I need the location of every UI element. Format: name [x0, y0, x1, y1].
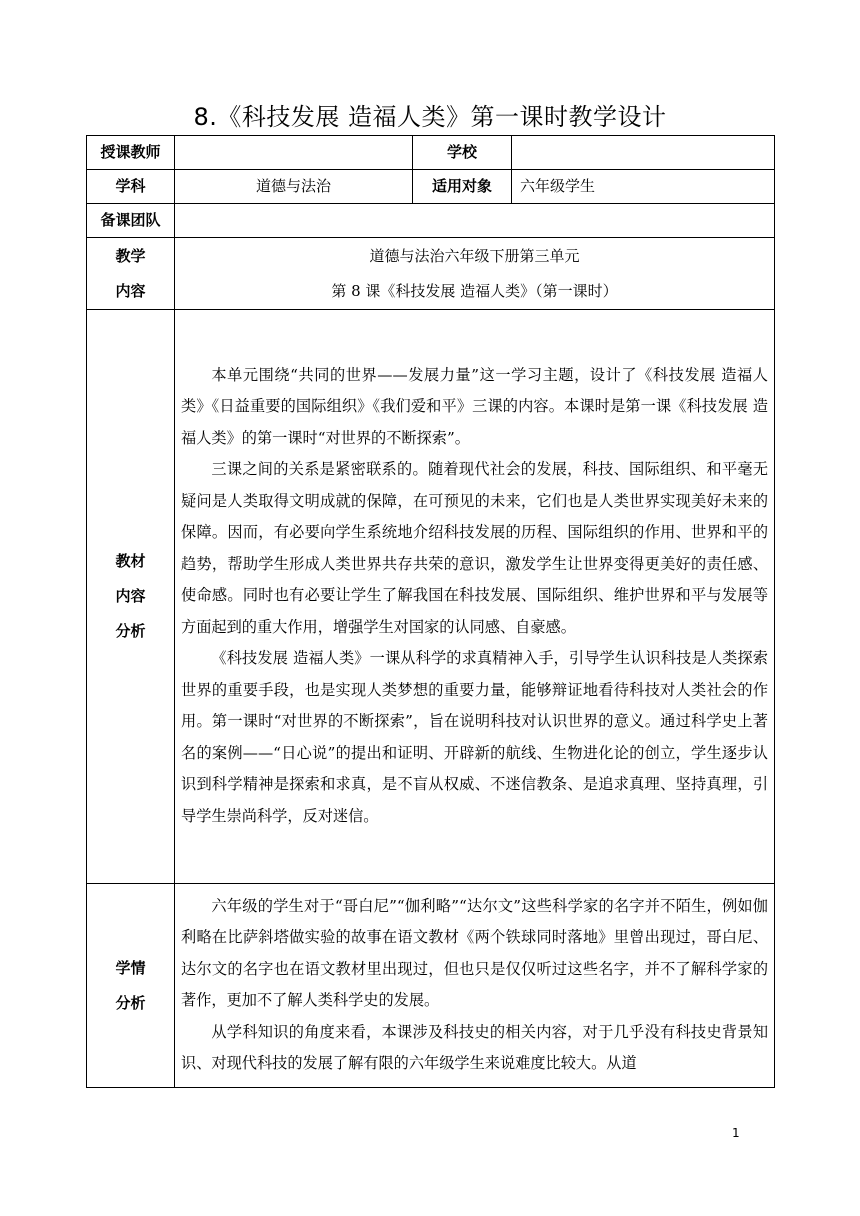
teaching-content-label-line1: 教学 [115, 246, 146, 265]
document-title: 8.《科技发展 造福人类》第一课时教学设计 [193, 103, 667, 131]
teaching-content-label [87, 238, 175, 310]
school-value [512, 136, 775, 170]
student-analysis-label [87, 884, 175, 1088]
material-analysis-label-line3: 分析 [115, 622, 146, 640]
teaching-content-label-line2: 内容 [115, 281, 146, 300]
team-row [87, 204, 775, 238]
material-analysis-label-line1: 教材 [115, 552, 146, 570]
audience-value: 六年级学生 [512, 170, 775, 204]
teaching-content-line2: 第 8 课《科技发展 造福人类》（第一课时） [331, 281, 618, 300]
team-value [175, 204, 775, 238]
team-label: 备课团队 [87, 204, 175, 238]
student-analysis-text [175, 884, 775, 1088]
student-analysis-label-line2: 分析 [115, 993, 146, 1012]
student-paragraph: 从学科知识的角度来看，本课涉及科技史的相关内容，对于几乎没有科技史背景知识、对现代科技的发展了解有限的六年级学生来说难度比较大。从道 [181, 1022, 768, 1072]
student-paragraph: 六年级的学生对于“哥白尼”“伽利略”“达尔文”这些科学家的名字并不陌生，例如伽利略在比萨斜塔做实验的故事在语文教材《两个铁球同时落地》里曾出现过，哥白尼、达尔文的名字也在语文教材里出现过，但也只是仅仅听过这些名字，并不了解科学家的著作，更加不了解人类科学史的发展。 [181, 896, 768, 1009]
audience-label: 适用对象 [413, 170, 512, 204]
teacher-label: 授课教师 [87, 136, 175, 170]
teaching-content-row [87, 238, 775, 310]
student-analysis-row [87, 884, 775, 1088]
page-number: 1 [732, 1126, 740, 1140]
teaching-content-value [175, 238, 775, 310]
school-label: 学校 [413, 136, 512, 170]
subject-row [87, 170, 775, 204]
student-analysis-label-line1: 学情 [115, 958, 146, 977]
material-paragraph: 本单元围绕“共同的世界——发展力量”这一学习主题，设计了《科技发展 造福人类》《日益重要的国际组织》《我们爱和平》三课的内容。本课时是第一课《科技发展 造福人类》的第一课时“对世界的不断探索”。 [181, 365, 768, 447]
teacher-value [175, 136, 413, 170]
material-analysis-row [87, 310, 775, 884]
subject-value: 道德与法治 [175, 170, 413, 204]
material-analysis-label [87, 310, 175, 884]
material-paragraph: 三课之间的关系是紧密联系的。随着现代社会的发展，科技、国际组织、和平毫无疑问是人类取得文明成就的保障，在可预见的未来，它们也是人类世界实现美好未来的保障。因而，有必要向学生系统地介绍科技发展的历程、国际组织的作用、世界和平的趋势，帮助学生形成人类世界共存共荣的意识，激发学生让世界变得更美好的责任感、使命感。同时也有必要让学生了解我国在科技发展、国际组织、维护世界和平与发展等方面起到的重大作用，增强学生对国家的认同感、自豪感。 [181, 460, 768, 636]
lesson-design-table [86, 135, 775, 1088]
subject-label: 学科 [87, 170, 175, 204]
teacher-row [87, 136, 775, 170]
material-paragraph: 《科技发展 造福人类》一课从科学的求真精神入手，引导学生认识科技是人类探索世界的重要手段，也是实现人类梦想的重要力量，能够辩证地看待科技对人类社会的作用。第一课时“对世界的不断探索”，旨在说明科技对认识世界的意义。通过科学史上著名的案例——“日心说”的提出和证明、开辟新的航线、生物进化论的创立，学生逐步认识到科学精神是探索和求真，是不盲从权威、不迷信教条、是追求真理、坚持真理，引导学生崇尚科学，反对迷信。 [181, 649, 768, 825]
material-analysis-label-line2: 内容 [115, 587, 146, 605]
material-analysis-text [175, 310, 775, 884]
teaching-content-line1: 道德与法治六年级下册第三单元 [369, 246, 580, 265]
